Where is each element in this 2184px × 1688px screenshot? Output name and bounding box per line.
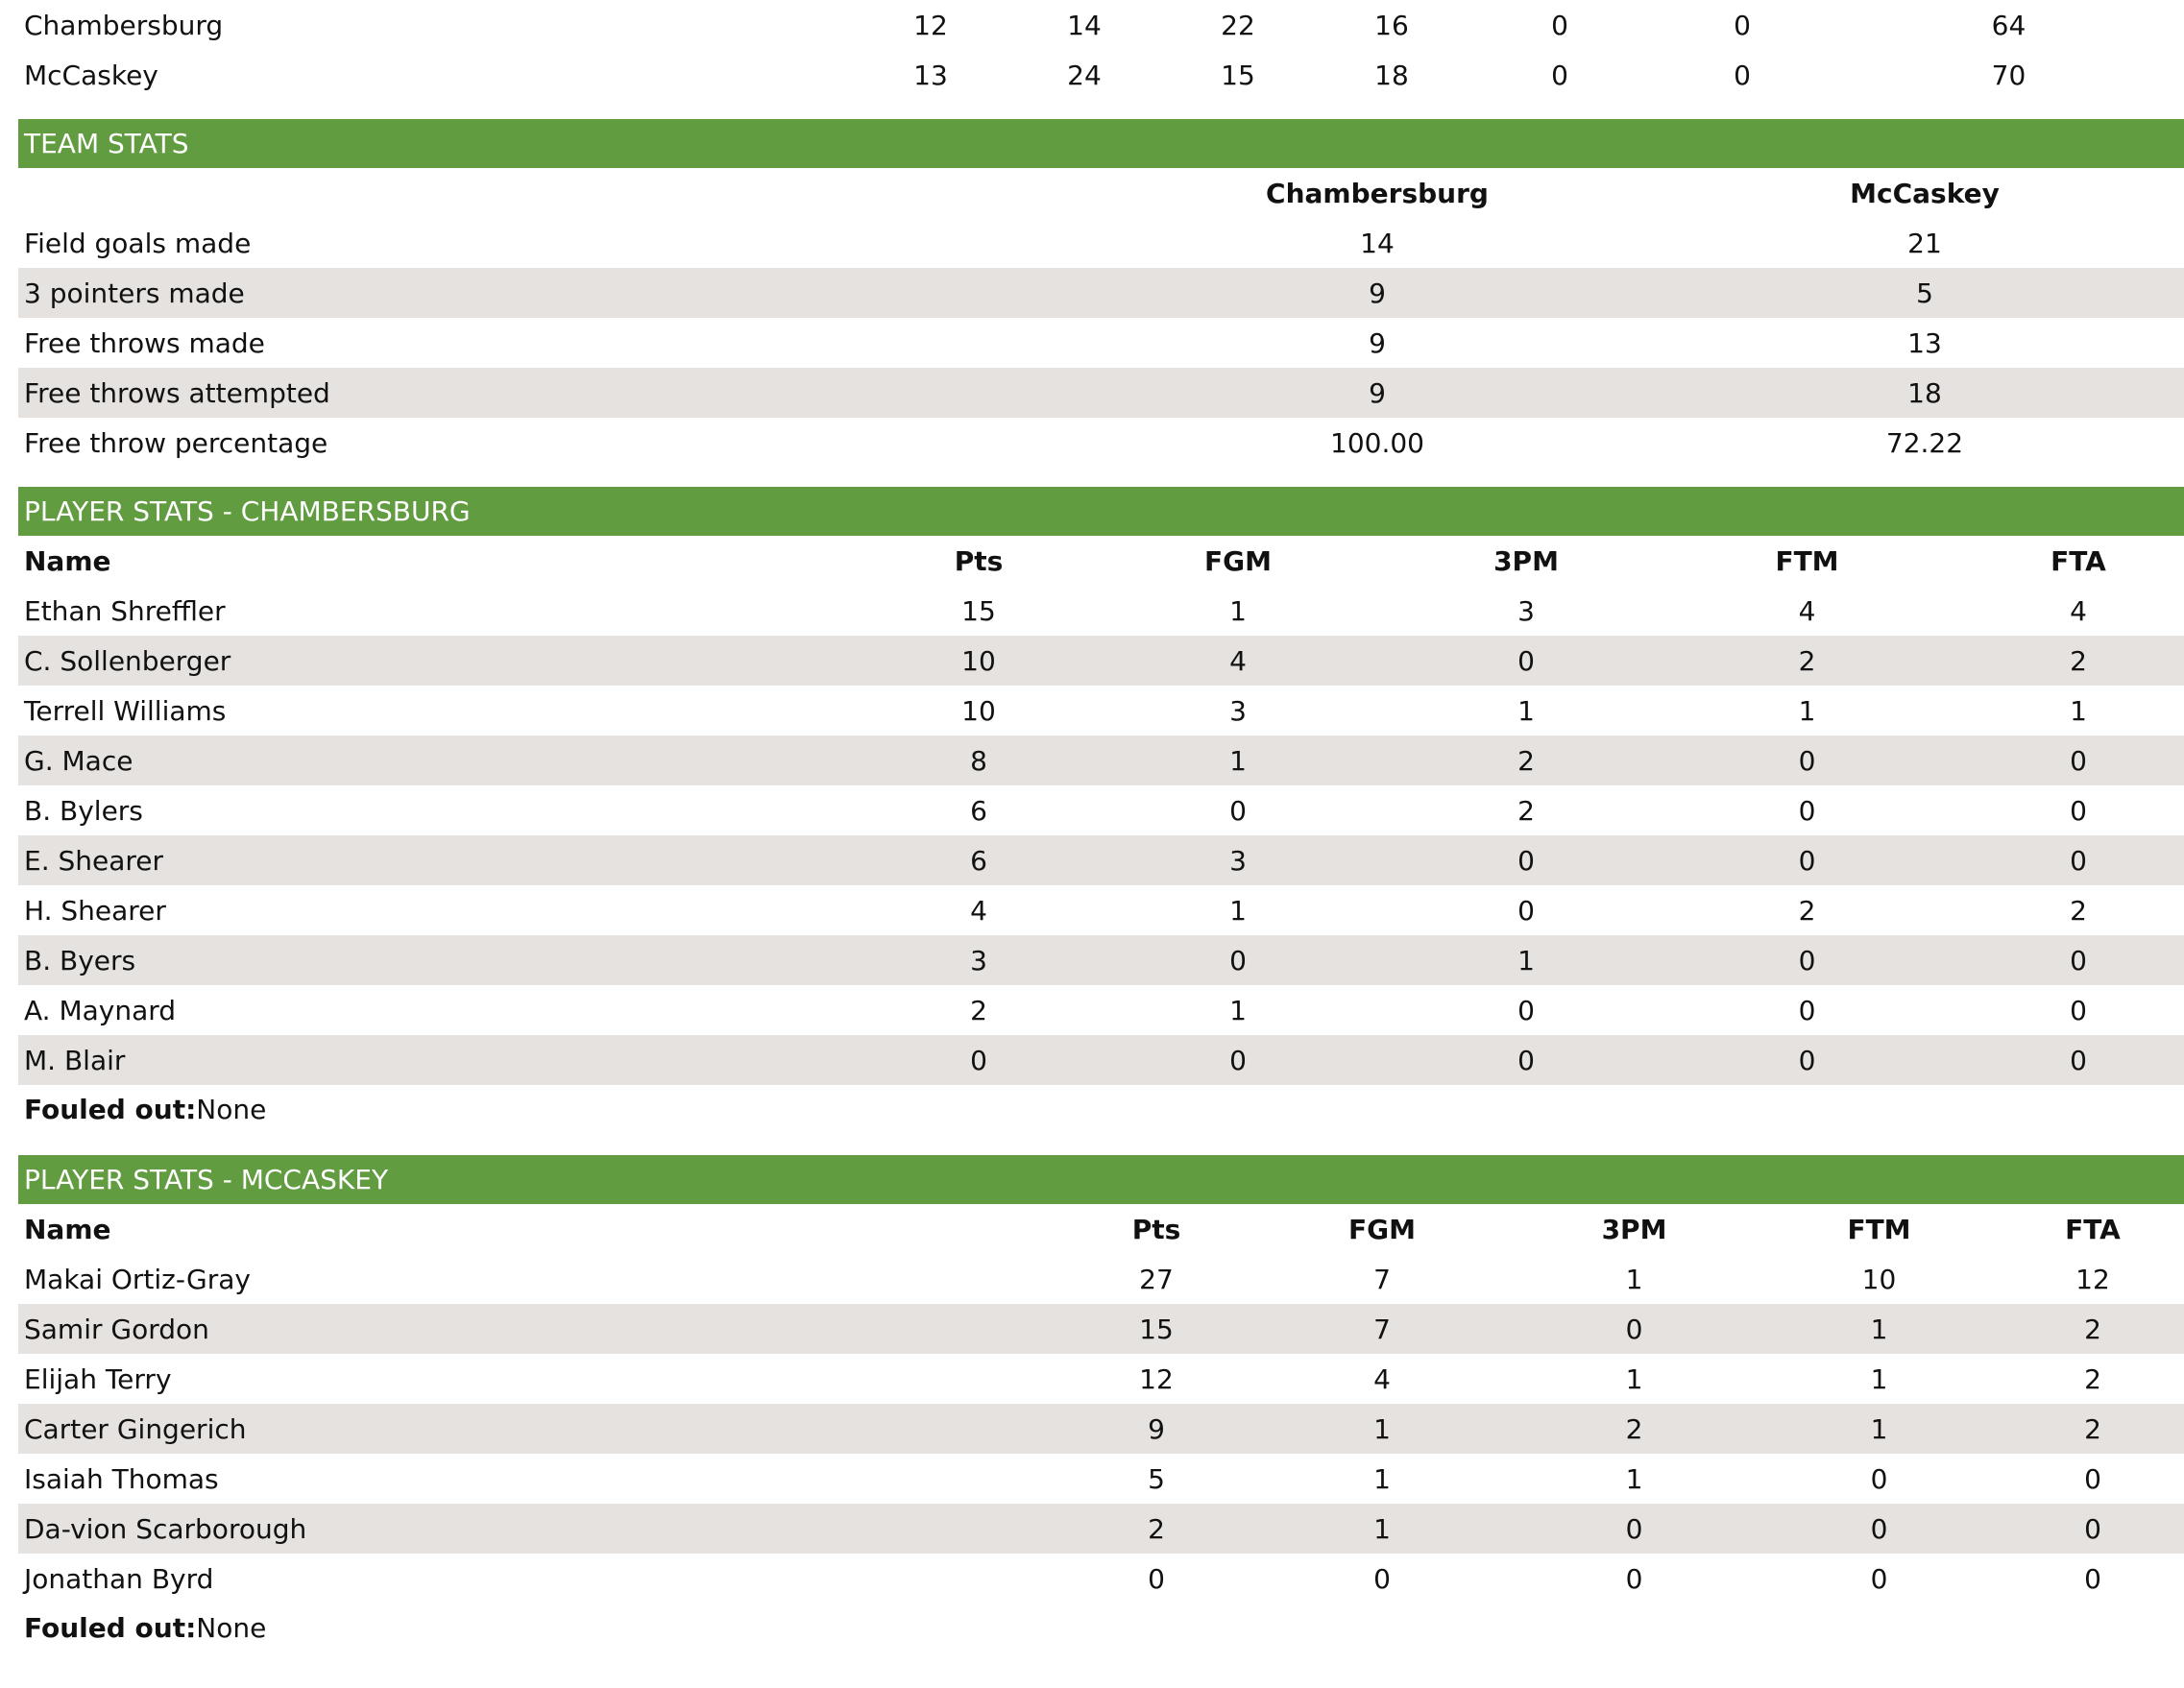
player-name: Terrell Williams: [24, 694, 227, 727]
column-header-fgm: FGM: [1204, 544, 1272, 577]
player-stat-ftm: 0: [1798, 794, 1816, 827]
period-score: 0: [1551, 59, 1568, 91]
period-score: 16: [1374, 9, 1409, 41]
column-header-name: Name: [24, 1213, 111, 1245]
player-stat-ftm: 0: [1641, 935, 1973, 985]
player-row: [18, 1504, 2184, 1554]
player-stat-ftm: 1: [1870, 1362, 1888, 1395]
team-stat-row: [18, 418, 2184, 468]
player-stat-ftm: 1: [1798, 694, 1816, 727]
player-row: [18, 686, 2184, 735]
period-score: 0: [1734, 9, 1751, 41]
player-row: [18, 1554, 2184, 1604]
player-stat-ftm: 0: [1641, 735, 1973, 785]
team-name: McCaskey: [24, 59, 158, 91]
player-stat-fgm: 0: [1065, 1035, 1411, 1085]
player-stat-fgm: 4: [1373, 1362, 1391, 1395]
player-stat-3pm: 2: [1517, 794, 1535, 827]
player-row: [18, 1304, 2184, 1354]
player-name: Carter Gingerich: [18, 1404, 1060, 1454]
player-stat-pts: 27: [1139, 1263, 1174, 1295]
player-stats-chambersburg-table: [18, 536, 2184, 1085]
player-stat-3pm: 1: [1411, 935, 1641, 985]
boxscore-page: [18, 0, 2184, 1653]
period-score: 15: [1221, 59, 1255, 91]
player-name: G. Mace: [18, 735, 892, 785]
player-name: Jonathan Byrd: [24, 1562, 214, 1595]
player-stat-3pm: 0: [1411, 636, 1641, 686]
player-stat-fta: 1: [2070, 694, 2087, 727]
player-stat-ftm: 10: [1861, 1263, 1897, 1295]
player-name: Da-vion Scarborough: [18, 1504, 1060, 1554]
player-stats-mccaskey-table: [18, 1204, 2184, 1604]
fouled-out-value: None: [196, 1094, 267, 1125]
player-stat-ftm: 2: [1798, 894, 1816, 927]
player-stat-ftm: 0: [1870, 1462, 1888, 1495]
player-stat-fta: 4: [2070, 594, 2087, 627]
player-stat-3pm: 0: [1625, 1562, 1643, 1595]
player-stat-fgm: 0: [1065, 935, 1411, 985]
away-stat-value: 5: [1665, 268, 2184, 318]
player-row: [18, 586, 2184, 636]
period-score: 13: [913, 59, 948, 91]
player-row: [18, 885, 2184, 935]
away-team-header: McCaskey: [1850, 177, 2000, 209]
away-stat-value: 72.22: [1885, 426, 1964, 459]
player-stat-3pm: 1: [1625, 1362, 1643, 1395]
player-stat-ftm: 0: [1870, 1562, 1888, 1595]
player-stat-3pm: 0: [1512, 1504, 1757, 1554]
player-stat-fta: 0: [2084, 1462, 2101, 1495]
player-stat-fgm: 1: [1229, 594, 1247, 627]
player-stat-3pm: 0: [1411, 1035, 1641, 1085]
player-stat-fta: 0: [2070, 794, 2087, 827]
player-stat-pts: 15: [961, 594, 996, 627]
player-stat-pts: 9: [1060, 1404, 1252, 1454]
player-stat-fta: 0: [1973, 935, 2184, 985]
team-stats-header-row: [18, 168, 2184, 218]
column-header-3pm: 3PM: [1493, 544, 1559, 577]
player-stat-fgm: 7: [1252, 1304, 1512, 1354]
player-stat-3pm: 3: [1517, 594, 1535, 627]
player-stats-header-row: [18, 1204, 2184, 1254]
player-stat-fta: 2: [2070, 894, 2087, 927]
period-score: 14: [1067, 9, 1102, 41]
player-name: B. Bylers: [24, 794, 143, 827]
player-stat-pts: 2: [1060, 1504, 1252, 1554]
team-stats-header: TEAM STATS: [18, 119, 2184, 168]
player-stat-fta: 2: [2002, 1304, 2184, 1354]
stat-label: Field goals made: [24, 227, 252, 259]
team-stat-row: [18, 218, 2184, 268]
player-row: [18, 1354, 2184, 1404]
player-stat-ftm: 4: [1798, 594, 1816, 627]
player-stat-fta: 2: [2002, 1404, 2184, 1454]
stat-label-header: [18, 168, 1089, 218]
score-row-mccaskey: [18, 50, 2184, 100]
player-name: C. Sollenberger: [18, 636, 892, 686]
period-score: 18: [1374, 59, 1409, 91]
player-stat-pts: 10: [892, 636, 1065, 686]
period-score: 12: [913, 9, 948, 41]
home-stat-value: 100.00: [1330, 426, 1424, 459]
player-stat-ftm: 1: [1757, 1304, 2002, 1354]
player-stat-fgm: 7: [1373, 1263, 1391, 1295]
player-stat-pts: 10: [961, 694, 996, 727]
stat-label: 3 pointers made: [18, 268, 1089, 318]
home-stat-value: 14: [1360, 227, 1395, 259]
player-stat-fta: 0: [2002, 1504, 2184, 1554]
player-name: Isaiah Thomas: [24, 1462, 219, 1495]
player-stat-pts: 0: [1148, 1562, 1165, 1595]
player-row: [18, 835, 2184, 885]
player-row: [18, 1404, 2184, 1454]
period-score: 0: [1551, 9, 1568, 41]
player-row: [18, 935, 2184, 985]
player-row: [18, 1035, 2184, 1085]
player-stats-mccaskey-header: PLAYER STATS - MCCASKEY: [18, 1155, 2184, 1204]
player-stat-fta: 0: [2084, 1562, 2101, 1595]
team-name: Chambersburg: [24, 9, 224, 41]
player-stat-pts: 12: [1139, 1362, 1174, 1395]
period-score: 0: [1734, 59, 1751, 91]
player-row: [18, 785, 2184, 835]
player-stat-fta: 2: [2084, 1362, 2101, 1395]
total-score: 64: [1991, 9, 2026, 41]
period-score: 22: [1221, 9, 1255, 41]
player-stat-fta: 0: [1973, 735, 2184, 785]
player-stat-fta: 0: [1973, 835, 2184, 885]
player-row: [18, 636, 2184, 686]
column-header-pts: Pts: [1131, 1213, 1181, 1245]
player-stat-pts: 3: [892, 935, 1065, 985]
player-stat-pts: 5: [1148, 1462, 1165, 1495]
player-stat-3pm: 0: [1512, 1304, 1757, 1354]
player-stat-3pm: 0: [1517, 894, 1535, 927]
stat-label: Free throws made: [24, 326, 265, 359]
home-stat-value: 9: [1089, 268, 1665, 318]
fouled-out-value: None: [196, 1612, 267, 1644]
player-name: Samir Gordon: [18, 1304, 1060, 1354]
player-row: [18, 1454, 2184, 1504]
player-stat-fta: 2: [1973, 636, 2184, 686]
home-stat-value: 9: [1089, 368, 1665, 418]
stat-label: Free throw percentage: [24, 426, 328, 459]
fouled-out-chambersburg: [18, 1085, 2184, 1135]
player-name: Elijah Terry: [24, 1362, 172, 1395]
column-header-fta: FTA: [2051, 544, 2106, 577]
player-stat-3pm: 1: [1625, 1263, 1643, 1295]
player-stats-chambersburg-header: PLAYER STATS - CHAMBERSBURG: [18, 487, 2184, 536]
player-name: A. Maynard: [24, 994, 177, 1026]
player-stat-fta: 0: [2070, 994, 2087, 1026]
player-stat-pts: 4: [970, 894, 987, 927]
player-stat-pts: 6: [892, 835, 1065, 885]
away-stat-value: 18: [1665, 368, 2184, 418]
total-score: 70: [1991, 59, 2026, 91]
player-stat-3pm: 0: [1517, 994, 1535, 1026]
team-stat-row: [18, 368, 2184, 418]
player-stat-fgm: 3: [1065, 835, 1411, 885]
player-name: B. Byers: [18, 935, 892, 985]
player-stat-pts: 15: [1060, 1304, 1252, 1354]
fouled-out-label: Fouled out:: [24, 1094, 197, 1125]
player-stats-header-row: [18, 536, 2184, 586]
player-stat-3pm: 2: [1411, 735, 1641, 785]
player-stat-fgm: 1: [1252, 1504, 1512, 1554]
column-header-fgm: FGM: [1348, 1213, 1416, 1245]
team-stat-row: [18, 268, 2184, 318]
home-stat-value: 9: [1369, 326, 1386, 359]
team-stats-table: [18, 168, 2184, 468]
player-stat-pts: 6: [970, 794, 987, 827]
column-header-ftm: FTM: [1775, 544, 1839, 577]
player-stat-pts: 0: [892, 1035, 1065, 1085]
player-stat-ftm: 0: [1757, 1504, 2002, 1554]
column-header-name: Name: [24, 544, 111, 577]
home-team-header: Chambersburg: [1266, 177, 1489, 209]
player-stat-fgm: 3: [1229, 694, 1247, 727]
player-row: [18, 1254, 2184, 1304]
player-name: H. Shearer: [24, 894, 166, 927]
fouled-out-label: Fouled out:: [24, 1612, 197, 1644]
player-name: Makai Ortiz-Gray: [24, 1263, 251, 1295]
column-header-fta: FTA: [2065, 1213, 2121, 1245]
player-row: [18, 735, 2184, 785]
player-row: [18, 985, 2184, 1035]
player-stat-ftm: 0: [1798, 994, 1816, 1026]
player-stat-pts: 8: [892, 735, 1065, 785]
player-stat-fgm: 1: [1373, 1462, 1391, 1495]
player-stat-pts: 2: [970, 994, 987, 1026]
player-stat-3pm: 1: [1625, 1462, 1643, 1495]
player-stat-ftm: 0: [1641, 1035, 1973, 1085]
player-stat-3pm: 1: [1517, 694, 1535, 727]
column-header-3pm: 3PM: [1601, 1213, 1667, 1245]
player-stat-fgm: 1: [1229, 994, 1247, 1026]
score-row-chambersburg: [18, 0, 2184, 50]
player-stat-fgm: 4: [1065, 636, 1411, 686]
player-name: E. Shearer: [18, 835, 892, 885]
player-stat-3pm: 2: [1512, 1404, 1757, 1454]
player-stat-fgm: 1: [1065, 735, 1411, 785]
fouled-out-mccaskey: [18, 1604, 2184, 1653]
player-stat-fta: 0: [1973, 1035, 2184, 1085]
player-stat-ftm: 0: [1641, 835, 1973, 885]
away-stat-value: 13: [1907, 326, 1942, 359]
column-header-ftm: FTM: [1847, 1213, 1911, 1245]
player-stat-3pm: 0: [1411, 835, 1641, 885]
period-score: 24: [1067, 59, 1102, 91]
stat-label: Free throws attempted: [18, 368, 1089, 418]
player-name: Ethan Shreffler: [24, 594, 226, 627]
player-stat-ftm: 1: [1757, 1404, 2002, 1454]
score-by-period-table: [18, 0, 2184, 100]
team-stat-row: [18, 318, 2184, 368]
player-stat-fgm: 0: [1373, 1562, 1391, 1595]
column-header-pts: Pts: [954, 544, 1004, 577]
away-stat-value: 21: [1907, 227, 1942, 259]
player-name: M. Blair: [18, 1035, 892, 1085]
player-stat-fta: 12: [2075, 1263, 2110, 1295]
player-stat-fgm: 1: [1252, 1404, 1512, 1454]
player-stat-ftm: 2: [1641, 636, 1973, 686]
player-stat-fgm: 1: [1229, 894, 1247, 927]
player-stat-fgm: 0: [1229, 794, 1247, 827]
